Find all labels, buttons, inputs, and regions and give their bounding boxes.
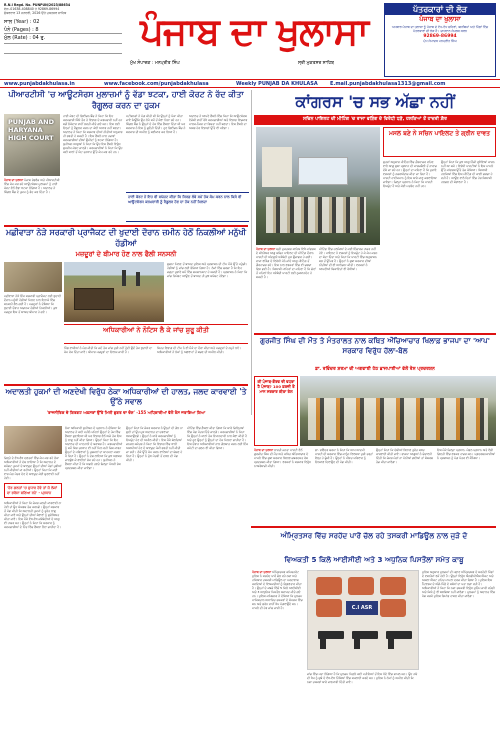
reporters-wanted-box xyxy=(384,3,496,77)
weekly-label: Weekly PUNJAB DA KHULASA xyxy=(236,81,318,87)
pages-label: ਪੰਨੇ (Pages) : 8 xyxy=(4,27,39,34)
story-machhiwara-headline: ਮਛੀਵਾੜਾ ਨੇੜੇ ਸਰਕਾਰੀ ਪ੍ਰਾਜੈਕਟ ਦੀ ਖੁਦਾਈ ਦੌਰਾਨ ਜ਼ਮੀਨ ਹੇਠੋਂ ਨਿਕਲੀਆਂ ਮਨੁੱਖੀ ਹੱਡੀਆਂ xyxy=(5,228,247,248)
story-amritsar-subheadline: ਵਿਅਕਤੀ 5 ਕਿਲੋ ਆਈਸੀਈ ਅਤੇ 3 ਅਧੁਨਿਕ ਪਿਸਤੌਲਾਂ ਸਮੇਤ ਕਾਬੂ xyxy=(284,555,464,564)
story-pertc-col1: ਪੰਜਾਬ ਦਾ ਖੁਲਾਸਾ ਪੰਜਾਬ ਰੋਡਵੇਜ਼ ਅਤੇ ਪੀਆਰਟੀਸੀ ਵਿੱਚ ਕੰਮ ਕਰ ਰਹੇ ਆਊਟਸੋਰਸ ਮੁਲਾਜ਼ਮਾਂ ਨੂੰ ਹਾਈ ਕੋਰਟ ਵੱਲੋਂ ਵੱਡਾ ਝਟਕਾ ਲੱਗਿਆ ਹੈ। ਅਦਾਲਤ ਨੇ ਸਿੰਗਲ ਬੈਂਚ ਦੇ ਹੁਕਮ ਨੂੰ ਰੱਦ ਕਰ ਦਿੱਤਾ ਹੈ। xyxy=(4,178,60,194)
story-machhiwara-col3: ਸੂਚਨਾ ਮਿਲਣ ਤੋਂ ਬਾਅਦ ਪੁਲਿਸ ਅਤੇ ਪ੍ਰਸ਼ਾਸਨ ਦੀ ਟੀਮ ਮੌਕੇ ਉੱਤੇ ਪਹੁੰਚੀ। ਹੱਡੀਆਂ ਨੂੰ ਜਾਂਚ ਲਈ ਭੇਜਿਆ ਗਿਆ ਹੈ। ਲੋਕਾਂ ਵਿੱਚ ਚਰਚਾ ਹੈ ਕਿ ਇਹ ਜਗ੍ਹਾ ਪੁਰਾਣੇ ਸਮੇਂ ਵਿੱਚ ਸ਼ਮਸ਼ਾਨਘਾਟ ਹੋ ਸਕਦੀ ਹੈ। ਪ੍ਰਸ਼ਾਸਨ ਨੇ ਕਿਹਾ ਕਿ ਜਾਂਚ ਰਿਪੋਰਟ ਆਉਣ ਤੋਂ ਬਾਅਦ ਹੀ ਕੁਝ ਸਪੱਸ਼ਟ ਹੋਵੇਗਾ। xyxy=(167,262,248,278)
story-congress-headline: ਕਾਂਗਰਸ 'ਚ ਸਭ ਅੱਛਾ ਨਹੀਂ xyxy=(295,92,455,111)
story-court-orders-box: 'ਹੋਰ ਗਲਤਾਂ 'ਚ ਸੁਧਾਰ ਹੋਵੇ ਤਾਂ ਜੋ ਲੋਕਾਂ ਦਾ ਭਰੋਸਾ ਬਣਿਆ ਰਹੇ' - ਪ੍ਰਧਾਨ xyxy=(4,483,62,498)
seized-items-photo xyxy=(307,570,419,670)
story-court-orders-quote: 'ਰਾਜਨੀਤਿਕ ਦੇ ਗਿਰਗਟ ਅਫ਼ਸਰਾਂ ਉੱਤੇ ਮਿਲੀ ਭੁਗਤ ਦਾ ਦੋਸ਼' -155 ਅਧਿਕਾਰੀਆਂ ਵੱਲੋਂ ਰੋਸ ਜਤਾਇਆ ਗਿਆ xyxy=(46,410,206,415)
story-amritsar-col2: ਜਾਂਚ ਵਿੱਚ ਪਤਾ ਲੱਗਿਆ ਹੈ ਕਿ ਮੁਲਜ਼ਮ ਪਿਛਲੇ ਕਈ ਮਹੀਨਿਆਂ ਤੋਂ ਇਸ ਧੰਦੇ ਵਿੱਚ ਸ਼ਾਮਲ ਸਨ। ਉਹ ਨਸ਼ੇ ਦੀ ਖੇਪ ਨੂੰ ਸੂਬੇ ਦੇ ਵੱਖ-ਵੱਖ ਹਿੱਸਿਆਂ ਵਿੱਚ ਸਪਲਾਈ ਕਰਦੇ ਸਨ। ਪੁਲਿਸ ਨੇ ਲੋਕਾਂ ਨੂੰ ਅਪੀਲ ਕੀਤੀ ਕਿ ਨਸ਼ਾ ਤਸਕਰਾਂ ਬਾਰੇ ਜਾਣਕਾਰੀ ਦਿੱਤੀ ਜਾਵੇ। xyxy=(307,672,418,684)
byline: ਪੰਜਾਬ ਦਾ ਖੁਲਾਸਾ xyxy=(4,178,24,182)
story-amritsar-col3: ਪੁਲਿਸ ਅਨੁਸਾਰ ਮੁਲਜ਼ਮਾਂ ਦੀ ਪਛਾਣ ਅੰਮ੍ਰਿਤਸਰ ਦੇ ਸਰਹੱਦੀ ਪਿੰਡਾਂ ਦੇ ਵਸਨੀਕਾਂ ਵਜੋਂ ਹੋਈ ਹੈ। ਉਨ੍ਹਾਂ ਵਿਰੁੱਧ ਐਨਡੀਪੀਐਸ ਐਕਟ ਅਤੇ ਅਸਲਾ ਐਕਟ ਤਹਿਤ ਮਾਮਲਾ ਦਰਜ ਕੀਤਾ ਗਿਆ ਹੈ। ਪੁਲਿਸ ਇਸ ਨੈੱਟਵਰਕ ਦੇ ਅੱਗੇ-ਪਿੱਛੇ ਦੇ ਸਬੰਧਾਂ ਦਾ ਪਤਾ ਲਗਾ ਰਹੀ ਹੈ। ਅਧਿਕਾਰੀਆਂ ਨੇ ਕਿਹਾ ਕਿ ਨਸ਼ਾ ਤਸਕਰੀ ਵਿਰੁੱਧ ਮੁਹਿੰਮ ਜਾਰੀ ਰਹੇਗੀ ਅਤੇ ਕਿਸੇ ਨੂੰ ਵੀ ਬਖ਼ਸ਼ਿਆ ਨਹੀਂ ਜਾਵੇਗਾ। ਮੁਲਜ਼ਮਾਂ ਨੂੰ ਅਦਾਲਤ ਵਿੱਚ ਪੇਸ਼ ਕਰਕੇ ਪੁਲਿਸ ਰਿਮਾਂਡ ਹਾਸਲ ਕੀਤਾ ਜਾਵੇਗਾ। xyxy=(422,570,496,598)
story-pertc-pullquote: ਹਾਈ ਕੋਰਟ ਨੇ ਇਹ ਵੀ ਸਪੱਸ਼ਟ ਕੀਤਾ ਕਿ ਸਿਰਫ਼ ਲੰਬੇ ਸਮੇਂ ਤੱਕ ਕੰਮ ਕਰਨ ਨਾਲ ਕਿਸੇ ਵੀ ਆਊਟਸੋਰਸ ਕਰਮਚਾਰੀ ਨੂੰ ਰੈਗੂਲਰ ਹੋਣ ਦਾ ਹੱਕ ਨਹੀਂ ਮਿਲਦਾ xyxy=(126,192,249,222)
official-portrait-photo xyxy=(4,426,62,454)
story-bjp-col2: ਡਾ. ਰਵਿੰਦਰ ਸ਼ਰਮਾ ਨੇ ਕਿਹਾ ਕਿ ਆਮ ਆਦਮੀ ਪਾਰਟੀ ਦੀ ਸਰਕਾਰ ਵਿੱਚ ਕਾਨੂੰਨ ਵਿਵਸਥਾ ਪੂਰੀ ਤਰ੍ਹਾਂ ਫੇਲ੍ਹ ਹੋ ਚੁੱਕੀ ਹੈ। ਉਨ੍ਹਾਂ ਨੇ ਪੀੜਤ ਪਰਿਵਾਰ ਨੂੰ ਇਨਸਾਫ਼ ਦਿਵਾਉਣ ਦੀ ਮੰਗ ਕੀਤੀ। xyxy=(315,448,373,464)
story-bjp-col1: ਪੰਜਾਬ ਦਾ ਖੁਲਾਸਾ ਭਾਰਤੀ ਜਨਤਾ ਪਾਰਟੀ ਵੱਲੋਂ ਗੁਰਜੀਤ ਸਿੰਘ ਦੀ ਮੌਤ ਅਤੇ ਕਥਿਤ ਅੱਤਿਆਚਾਰ ਦੇ ਮਾਮਲੇ ਵਿੱਚ ਸੂਬਾ ਸਰਕਾਰ ਖ਼ਿਲਾਫ਼ ਜ਼ਬਰਦਸਤ ਰੋਸ ਪ੍ਰਦਰਸ਼ਨ ਕੀਤਾ ਗਿਆ। ਵਰਕਰਾਂ ਨੇ ਸਰਕਾਰ ਵਿਰੁੱਧ ਨਾਅਰੇਬਾਜ਼ੀ ਕੀਤੀ। xyxy=(254,448,311,468)
issue-date: ਸ਼ੁੱਕਰਵਾਰ 13 ਜਨਵਰੀ, 2026 ਉਤੇ ਮੁਕਤਸਰ ਸਾਹਿਬ xyxy=(4,11,67,16)
story-court-orders-col3: ਉਨ੍ਹਾਂ ਕਿਹਾ ਕਿ ਜੇਕਰ ਸਰਕਾਰ ਨੇ ਉਨ੍ਹਾਂ ਦੀ ਗੱਲ ਨਾ ਸੁਣੀ ਤਾਂ ਉਹ ਮੁੜ ਅਦਾਲਤ ਦਾ ਦਰਵਾਜ਼ਾ ਖੜਕਾਉਣਗੇ। ਉਨ੍ਹਾਂ ਨੇ ਸਾਰੇ ਕਰਮਚਾਰੀਆਂ ਨੂੰ ਇਕਜੁੱਟ ਹੋਣ ਦੀ ਅਪੀਲ ਕੀਤੀ। ਇਸ ਮੌਕੇ ਬੋਲਦਿਆਂ ਜਨਰਲ ਸਕੱਤਰ ਨੇ ਕਿਹਾ ਕਿ ਵਿਭਾਗ ਵਿੱਚ ਖਾਲੀ ਅਸਾਮੀਆਂ ਹੋਣ ਦੇ ਬਾਵਜੂਦ ਪੱਕੀ ਭਰਤੀ ਨਹੀਂ ਕੀਤੀ ਜਾ ਰਹੀ। ਠੇਕੇ ਉੱਤੇ ਕੰਮ ਕਰਨ ਵਾਲਿਆਂ ਦਾ ਸ਼ੋਸ਼ਣ ਹੋ ਰਿਹਾ ਹੈ। ਉਨ੍ਹਾਂ ਨੇ ਮੁੱਖ ਮੰਤਰੀ ਤੋਂ ਦਖ਼ਲ ਦੀ ਮੰਗ ਕੀਤੀ। xyxy=(126,426,183,462)
story-congress-col2: ਮੀਟਿੰਗ ਵਿੱਚ ਹਲਕਿਆਂ ਦੇ ਕਈ ਇੰਚਾਰਜ ਹਾਜ਼ਰ ਨਹੀਂ ਹੋਏ। ਪਾਇਲਟ ਨੇ ਵਰਕਰਾਂ ਨੂੰ ਇਕਜੁੱਟ ਹੋ ਕੇ ਕੰਮ ਕਰਨ ਦਾ ਸੱਦਾ ਦਿੱਤਾ ਅਤੇ ਕਿਹਾ ਕਿ ਪਾਰਟੀ ਵਿੱਚ ਅਨੁਸ਼ਾਸਨ ਸਭ ਤੋਂ ਉੱਪਰ ਹੈ। ਉਨ੍ਹਾਂ ਨੇ ਸੂਬਾ ਸਰਕਾਰ ਦੀਆਂ ਨੀਤੀਆਂ ਦੀ ਵੀ ਆਲੋਚਨਾ ਕੀਤੀ। ਵਰਕਰਾਂ ਨੇ ਆਪਣੀਆਂ ਸ਼ਿਕਾਇਤਾਂ ਵੀ ਰੱਖੀਆਂ। xyxy=(319,247,378,271)
story-court-orders-col1: ਜ਼ਿਲ੍ਹੇ ਦੇ ਵੱਖ-ਵੱਖ ਦਫ਼ਤਰਾਂ ਵਿੱਚ ਕੰਮ ਕਰ ਰਹੇ ਠੇਕਾ ਅਧਿਕਾਰੀਆਂ ਨੇ ਦੋਸ਼ ਲਾਇਆ ਹੈ ਕਿ ਅਦਾਲਤ ਦੇ ਸਪੱਸ਼ਟ ਹੁਕਮਾਂ ਦੇ ਬਾਵਜੂਦ ਉਨ੍ਹਾਂ ਦੀਆਂ ਮੰਗਾਂ ਪੂਰੀਆਂ ਨਹੀਂ ਕੀਤੀਆਂ ਜਾ ਰਹੀਆਂ। ਉਨ੍ਹਾਂ ਕਿਹਾ ਕਿ ਕਈ ਵਾਰ ਮੰਗ ਪੱਤਰ ਦੇਣ ਦੇ ਬਾਵਜੂਦ ਕੋਈ ਸੁਣਵਾਈ ਨਹੀਂ ਹੋਈ। 'ਹੋਰ ਗਲਤਾਂ 'ਚ ਸੁਧਾਰ ਹੋਵੇ ਤਾਂ ਜੋ ਲੋਕਾਂ ਦਾ ਭਰੋਸਾ ਬਣਿਆ ਰਹੇ' - ਪ੍ਰਧਾਨ ਅਧਿਕਾਰੀਆਂ ਨੇ ਕਿਹਾ ਕਿ ਜੇਕਰ ਜਲਦੀ ਕਾਰਵਾਈ ਨਾ ਹੋਈ ਤਾਂ ਉਹ ਸੰਘਰਸ਼ ਤੇਜ਼ ਕਰਨਗੇ। ਉਨ੍ਹਾਂ ਸਰਕਾਰ ਤੋਂ ਮੰਗ ਕੀਤੀ ਕਿ ਅਦਾਲਤੀ ਹੁਕਮਾਂ ਨੂੰ ਤੁਰੰਤ ਲਾਗੂ ਕੀਤਾ ਜਾਵੇ ਅਤੇ ਉਨ੍ਹਾਂ ਦੀਆਂ ਸੇਵਾਵਾਂ ਨੂੰ ਸੁਰੱਖਿਅਤ ਕੀਤਾ ਜਾਵੇ। ਇਸ ਮੌਕੇ ਵੱਖ-ਵੱਖ ਜਥੇਬੰਦੀਆਂ ਦੇ ਆਗੂ ਵੀ ਹਾਜ਼ਰ ਸਨ। ਉਨ੍ਹਾਂ ਨੇ ਕਿਹਾ ਕਿ ਸਰਕਾਰ ਨੂੰ ਕਰਮਚਾਰੀਆਂ ਦੇ ਹਿੱਤ ਵਿੱਚ ਫ਼ੈਸਲਾ ਲੈਣਾ ਚਾਹੀਦਾ ਹੈ। xyxy=(4,426,62,746)
machhiwara-thumb-photo xyxy=(4,262,62,292)
high-court-photo xyxy=(4,114,60,176)
byline: ਪੰਜਾਬ ਦਾ ਖੁਲਾਸਾ xyxy=(256,247,276,251)
story-bjp-col3: ਉਨ੍ਹਾਂ ਕਿਹਾ ਕਿ ਦੋਸ਼ੀਆਂ ਖ਼ਿਲਾਫ਼ ਤੁਰੰਤ ਸਖ਼ਤ ਕਾਰਵਾਈ ਕੀਤੀ ਜਾਵੇ। ਭਾਜਪਾ ਆਗੂਆਂ ਨੇ ਚੇਤਾਵਨੀ ਦਿੱਤੀ ਕਿ ਜੇਕਰ ਮੰਗਾਂ ਨਾ ਮੰਨੀਆਂ ਗਈਆਂ ਤਾਂ ਸੰਘਰਸ਼ ਤੇਜ਼ ਕੀਤਾ ਜਾਵੇਗਾ। xyxy=(376,448,433,464)
police-sign: C.I ASR xyxy=(346,601,378,615)
newspaper-title: ਪੰਜਾਬ ਦਾ ਖੁਲਾਸਾ xyxy=(140,10,368,53)
promo-footer: ਮੁੱਖ ਸੰਪਾਦਕ ਮਨਪ੍ਰੀਤ ਸਿੰਘ xyxy=(423,39,457,44)
year-label: ਸਾਲ (Year) : 02 xyxy=(4,19,40,26)
story-congress-subheadline: ਸਚਿਨ ਪਾਇਲਟ ਦੀ ਮੀਟਿੰਗ 'ਚ ਰਾਜਾ ਵੜਿੰਗ ਦੇ ਵਿਰੋਧੀ ਧੜੇ, ਹਲਕਿਆਂ ਤੋਂ ਹਾਜ਼ਰੀ ਗ਼ੈਰ xyxy=(254,115,496,125)
story-congress-col4: ਉਨ੍ਹਾਂ ਕਿਹਾ ਕਿ ਕੁਝ ਆਗੂ ਨਿੱਜੀ ਰੁਝੇਵਿਆਂ ਕਾਰਨ ਨਹੀਂ ਆ ਸਕੇ। ਵਿਰੋਧੀ ਪਾਰਟੀਆਂ ਨੇ ਇਸ ਮਾਮਲੇ ਉੱਤੇ ਕਾਂਗਰਸ ਉੱਤੇ ਤੰਜ ਕੱਸਿਆ। ਸਿਆਸੀ ਹਲਕਿਆਂ ਵਿੱਚ ਇਸ ਮੀਟਿੰਗ ਦੀ ਕਾਫ਼ੀ ਚਰਚਾ ਹੋ ਰਹੀ ਹੈ। ਆਉਣ ਵਾਲੇ ਦਿਨਾਂ ਵਿੱਚ ਹੋਰ ਸਿਆਸੀ ਹਲਚਲ ਦੀ ਸੰਭਾਵਨਾ ਹੈ। xyxy=(441,160,495,184)
phone-number: ਫੋਨ:-01638-408840 ਤੇ 92869-86994 xyxy=(4,7,60,12)
facebook-link[interactable]: www.facebook.com/punjabdakhulasa xyxy=(104,81,209,87)
story-machhiwara-col4: ਪਿੰਡ ਵਾਸੀਆਂ ਨੇ ਮੰਗ ਕੀਤੀ ਕਿ ਜਦੋਂ ਤੱਕ ਜਾਂਚ ਪੂਰੀ ਨਹੀਂ ਹੁੰਦੀ ਉਦੋਂ ਤੱਕ ਖੁਦਾਈ ਦਾ ਕੰਮ ਰੋਕ ਦਿੱਤਾ ਜਾਵੇ। ਬੀਮਾਰ ਮਜ਼ਦੂਰਾਂ ਦਾ ਇਲਾਜ ਜਾਰੀ ਹੈ। xyxy=(64,346,153,354)
story-pertc-headline: ਪੀਆਰਟੀਸੀ 'ਚ ਆਊਟਸੋਰਸ ਮੁਲਾਜ਼ਮਾਂ ਨੂੰ ਵੱਡਾ ਝਟਕਾ, ਹਾਈ ਕੋਰਟ ਨੇ ਰੱਦ ਕੀਤਾ ਰੈਗੂਲਰ ਕਰਨ ਦਾ ਹੁਕਮ xyxy=(8,90,244,110)
story-bjp-subheadline: ਡਾ. ਰਵਿੰਦਰ ਸ਼ਰਮਾ ਦੀ ਅਗਵਾਈ ਹੇਠ ਭਾਜਪਾਈਆਂ ਵੱਲੋਂ ਰੋਸ ਪ੍ਰਦਰਸ਼ਨ xyxy=(315,367,435,372)
congress-meeting-photo xyxy=(256,127,380,245)
chief-editor-line: ਮੁੱਖ ਸੰਪਾਦਕ : ਮਨਪ੍ਰੀਤ ਸਿੰਘ xyxy=(130,61,180,66)
story-machhiwara-subheadline: ਮਜ਼ਦੂਰਾਂ ਦੇ ਬੀਮਾਰ ਹੋਣ ਨਾਲ ਫੈਲੀ ਸਨਸਨੀ xyxy=(75,250,177,258)
bjp-protest-photo xyxy=(300,376,496,446)
story-congress-col1: ਪੰਜਾਬ ਦਾ ਖੁਲਾਸਾ ਸ੍ਰੀ ਮੁਕਤਸਰ ਸਾਹਿਬ ਵਿਖੇ ਕਾਂਗਰਸ ਦੇ ਸੀਨੀਅਰ ਆਗੂ ਸਚਿਨ ਪਾਇਲਟ ਦੀ ਮੀਟਿੰਗ ਦੌਰਾਨ ਪਾਰਟੀ ਦੀ ਅੰਦਰੂਨੀ ਧੜੇਬੰਦੀ ਮੁੜ ਉਜਾਗਰ ਹੋ ਗਈ। ਰਾਜਾ ਵੜਿੰਗ ਦੇ ਵਿਰੋਧੀ ਮੰਨੇ ਜਾਂਦੇ ਆਗੂ ਮੀਟਿੰਗ ਤੋਂ ਗ਼ੈਰਹਾਜ਼ਰ ਰਹੇ। ਇਸ ਨਾਲ ਵਰਕਰਾਂ ਵਿੱਚ ਵੀ ਚਰਚਾ ਛਿੜ ਗਈ ਹੈ। ਸਿਆਸੀ ਮਾਹਿਰਾਂ ਦਾ ਕਹਿਣਾ ਹੈ ਕਿ ਚੋਣਾਂ ਤੋਂ ਪਹਿਲਾਂ ਇਹ ਧੜੇਬੰਦੀ ਪਾਰਟੀ ਲਈ ਨੁਕਸਾਨਦੇਹ ਹੋ ਸਕਦੀ ਹੈ। xyxy=(256,247,316,279)
publication-place: ਸ੍ਰੀ ਮੁਕਤਸਰ ਸਾਹਿਬ xyxy=(297,61,334,66)
high-court-sign-text: PUNJAB AND HARYANA HIGH COURT xyxy=(8,118,55,142)
story-machhiwara-col5: ਸਿਹਤ ਵਿਭਾਗ ਦੀ ਟੀਮ ਨੇ ਵੀ ਮੌਕੇ ਦਾ ਦੌਰਾ ਕੀਤਾ ਅਤੇ ਮਜ਼ਦੂਰਾਂ ਦੇ ਨਮੂਨੇ ਲਏ। ਅਧਿਕਾਰੀਆਂ ਨੇ ਲੋਕਾਂ ਨੂੰ ਅਫ਼ਵਾਹਾਂ ਤੋਂ ਬਚਣ ਦੀ ਅਪੀਲ ਕੀਤੀ। xyxy=(157,346,242,354)
story-amritsar-col1: ਪੰਜਾਬ ਦਾ ਖੁਲਾਸਾ ਅੰਮ੍ਰਿਤਸਰ ਕਮਿਸ਼ਨਰੇਟ ਪੁਲਿਸ ਨੇ ਸਰਹੱਦ ਪਾਰੋਂ ਚੱਲ ਰਹੇ ਨਸ਼ਾ ਅਤੇ ਹਥਿਆਰ ਤਸਕਰੀ ਮਾਡਿਊਲ ਦਾ ਪਰਦਾਫਾਸ਼ ਕਰਦਿਆਂ ਦੋ ਵਿਅਕਤੀਆਂ ਨੂੰ ਗ੍ਰਿਫ਼ਤਾਰ ਕੀਤਾ ਹੈ। ਉਨ੍ਹਾਂ ਦੇ ਕਬਜ਼ੇ ਵਿੱਚੋਂ 5 ਕਿਲੋ ਆਈਸੀਈ ਅਤੇ 3 ਆਧੁਨਿਕ ਪਿਸਤੌਲ ਬਰਾਮਦ ਕੀਤੇ ਗਏ ਹਨ। ਪੁਲਿਸ ਕਮਿਸ਼ਨਰ ਨੇ ਦੱਸਿਆ ਕਿ ਮੁਲਜ਼ਮ ਪਾਕਿਸਤਾਨ ਅਧਾਰਿਤ ਤਸਕਰਾਂ ਦੇ ਸੰਪਰਕ ਵਿੱਚ ਸਨ ਅਤੇ ਡਰੋਨ ਰਾਹੀਂ ਖੇਪ ਮੰਗਵਾਉਂਦੇ ਸਨ। ਮਾਮਲੇ ਦੀ ਹੋਰ ਜਾਂਚ ਜਾਰੀ ਹੈ। xyxy=(252,570,303,610)
excavation-site-photo xyxy=(64,262,164,322)
story-amritsar-headline: ਅੰਮ੍ਰਿਤਸਰ ਵਿੱਚ ਸਰਹੱਦ ਪਾਰੋਂ ਚੱਲ ਰਹੇ ਤਸਕਰੀ ਮਾਡਿਊਲ ਨਾਲ ਜੁੜੇ ਦੋ xyxy=(280,531,468,540)
story-court-orders-headline: ਅਦਾਲਤੀ ਹੁਕਮਾਂ ਦੀ ਅਣਦੇਖੀ ਵਿਰੁੱਧ ਠੇਕਾ ਅਧਿਕਾਰੀਆਂ ਦੀ ਹਾਲਤ, ਜਲਦ ਕਾਰਵਾਈ 'ਤੇ ਉੱਠੇ ਸਵਾਲ xyxy=(5,387,247,406)
story-machhiwara-col1: ਮਛੀਵਾੜਾ ਨੇੜੇ ਇੱਕ ਸਰਕਾਰੀ ਪ੍ਰਾਜੈਕਟ ਲਈ ਖੁਦਾਈ ਦੌਰਾਨ ਮਨੁੱਖੀ ਹੱਡੀਆਂ ਮਿਲਣ ਨਾਲ ਇਲਾਕੇ ਵਿੱਚ ਸਨਸਨੀ ਫੈਲ ਗਈ ਹੈ। ਮਜ਼ਦੂਰਾਂ ਨੇ ਦੱਸਿਆ ਕਿ ਖੁਦਾਈ ਦੌਰਾਨ ਅਚਾਨਕ ਹੱਡੀਆਂ ਨਿਕਲੀਆਂ। ਕੁਝ ਮਜ਼ਦੂਰ ਇਸ ਤੋਂ ਬਾਅਦ ਬੀਮਾਰ ਹੋ ਗਏ। xyxy=(4,262,62,382)
promo-subtitle: ਪੰਜਾਬ ਦਾ ਖੁਲਾਸਾ xyxy=(419,15,461,23)
story-bjp-box: ਕੀ ਪੰਜਾਬ-ਗੌਰਵ ਦੀ ਵਧਤਾ ਹੈ ਪੰਜਾਬ? 100 ਫ਼ਰਜ਼ੀ ਤੋਂ ਮਾਨ ਸਰਕਾਰ ਕੀਤਾ ਤੇਲ xyxy=(254,376,298,446)
byline: ਪੰਜਾਬ ਦਾ ਖੁਲਾਸਾ xyxy=(254,448,274,452)
story-machhiwara-callout: ਅਧਿਕਾਰੀਆਂ ਨੇ ਨੋਟਿਸ ਲੈ ਕੇ ਜਾਂਚ ਸ਼ੁਰੂ ਕੀਤੀ xyxy=(64,324,248,344)
story-court-orders-col4: ਮੀਟਿੰਗ ਵਿੱਚ ਫ਼ੈਸਲਾ ਕੀਤਾ ਗਿਆ ਕਿ ਸਾਰੇ ਜ਼ਿਲ੍ਹਿਆਂ ਵਿੱਚ ਮੰਗ ਪੱਤਰ ਦਿੱਤੇ ਜਾਣਗੇ। ਕਰਮਚਾਰੀਆਂ ਨੇ ਕਿਹਾ ਕਿ ਉਨ੍ਹਾਂ ਨੇ ਸਾਲਾਂ ਤੱਕ ਇਮਾਨਦਾਰੀ ਨਾਲ ਸੇਵਾ ਕੀਤੀ ਹੈ ਅਤੇ ਹੁਣ ਉਨ੍ਹਾਂ ਨੂੰ ਉਨ੍ਹਾਂ ਦਾ ਹੱਕ ਮਿਲਣਾ ਚਾਹੀਦਾ ਹੈ। ਇਸ ਦੌਰਾਨ ਅਧਿਕਾਰੀਆਂ ਨਾਲ ਗੱਲਬਾਤ ਕਰਨ ਲਈ ਇੱਕ ਕਮੇਟੀ ਦਾ ਗਠਨ ਵੀ ਕੀਤਾ ਗਿਆ। xyxy=(187,426,248,450)
byline: ਪੰਜਾਬ ਦਾ ਖੁਲਾਸਾ xyxy=(252,570,272,574)
story-pertc-col3: ਪਟੀਸ਼ਨਰਾਂ ਨੇ ਮੰਗ ਕੀਤੀ ਸੀ ਕਿ ਉਨ੍ਹਾਂ ਨੂੰ ਪੱਕਾ ਕੀਤਾ ਜਾਵੇ ਕਿਉਂਕਿ ਉਹ ਲੰਮੇ ਸਮੇਂ ਤੋਂ ਸੇਵਾ ਨਿਭਾ ਰਹੇ ਹਨ। ਸਿੰਗਲ ਬੈਂਚ ਨੇ ਉਨ੍ਹਾਂ ਦੇ ਹੱਕ ਵਿੱਚ ਫ਼ੈਸਲਾ ਦਿੱਤਾ ਸੀ ਪਰ ਸਰਕਾਰ ਨੇ ਇਸ ਨੂੰ ਚੁਣੌਤੀ ਦਿੱਤੀ। ਹੁਣ ਡਿਵੀਜ਼ਨ ਬੈਂਚ ਨੇ ਸਰਕਾਰ ਦੀ ਅਪੀਲ ਨੂੰ ਸਵੀਕਾਰ ਕਰ ਲਿਆ ਹੈ। xyxy=(126,114,186,134)
promo-body: ਅਖਬਾਰ ਪੰਜਾਬ ਦਾ ਖੁਲਾਸਾ ਨੂੰ ਪੰਜਾਬ ਦੇ ਵੱਖ-ਵੱਖ ਸ਼ਹਿਰਾਂ, ਕਸਬਿਆਂ ਅਤੇ ਪਿੰਡਾਂ ਵਿੱਚ ਪੱਤਰਕਾਰਾਂ ਦੀ ਲੋੜ ਹੈ। ਚਾਹਵਾਨ ਸੰਪਰਕ ਕਰਨ xyxy=(391,25,489,34)
rni-number: R.N.I Regd. No. PUNPUN/2023/88634 xyxy=(4,3,71,7)
story-court-orders-col2: ਠੇਕਾ ਅਧਿਕਾਰੀ ਯੂਨੀਅਨ ਦੇ ਪ੍ਰਧਾਨ ਨੇ ਦੱਸਿਆ ਕਿ ਅਦਾਲਤ ਨੇ ਕਈ ਮਹੀਨੇ ਪਹਿਲਾਂ ਉਨ੍ਹਾਂ ਦੇ ਹੱਕ ਵਿੱਚ ਫ਼ੈਸਲਾ ਸੁਣਾਇਆ ਸੀ ਪਰ ਵਿਭਾਗ ਵੱਲੋਂ ਅਜੇ ਤੱਕ ਇਸ ਨੂੰ ਲਾਗੂ ਨਹੀਂ ਕੀਤਾ ਗਿਆ। ਉਨ੍ਹਾਂ ਕਿਹਾ ਕਿ ਇਹ ਅਦਾਲਤ ਦੀ ਮਾਣਹਾਨੀ ਦੇ ਬਰਾਬਰ ਹੈ। ਕਰਮਚਾਰੀਆਂ ਨੂੰ ਸਮੇਂ ਸਿਰ ਤਨਖਾਹ ਵੀ ਨਹੀਂ ਮਿਲ ਰਹੀ ਜਿਸ ਕਾਰਨ ਉਨ੍ਹਾਂ ਦੇ ਪਰਿਵਾਰਾਂ ਨੂੰ ਮੁਸ਼ਕਲਾਂ ਦਾ ਸਾਹਮਣਾ ਕਰਨਾ ਪੈ ਰਿਹਾ ਹੈ। ਉਨ੍ਹਾਂ ਨੇ ਦੋਸ਼ ਲਾਇਆ ਕਿ ਕੁਝ ਅਫ਼ਸਰ ਜਾਣਬੁੱਝ ਕੇ ਫਾਈਲਾਂ ਰੋਕ ਰਹੇ ਹਨ। ਯੂਨੀਅਨ ਨੇ ਫ਼ੈਸਲਾ ਕੀਤਾ ਹੈ ਕਿ ਅਗਲੇ ਹਫ਼ਤੇ ਜ਼ਿਲ੍ਹਾ ਪੱਧਰੀ ਰੋਸ ਪ੍ਰਦਰਸ਼ਨ ਕੀਤਾ ਜਾਵੇਗਾ। xyxy=(65,426,123,470)
contact-bar xyxy=(0,79,500,88)
story-pertc-col2: ਹਾਈ ਕੋਰਟ ਦੀ ਡਿਵੀਜ਼ਨ ਬੈਂਚ ਨੇ ਕਿਹਾ ਕਿ ਇਹ ਕਰਮਚਾਰੀ ਸਿੱਧੇ ਤੌਰ ਤੇ ਵਿਭਾਗ ਦੇ ਕਰਮਚਾਰੀ ਨਹੀਂ ਹਨ ਸਗੋਂ ਠੇਕੇਦਾਰ ਰਾਹੀਂ ਭਰਤੀ ਕੀਤੇ ਗਏ ਸਨ। ਇਸ ਲਈ ਇਨ੍ਹਾਂ ਨੂੰ ਰੈਗੂਲਰ ਕਰਨ ਦਾ ਕੋਈ ਅਧਾਰ ਨਹੀਂ ਬਣਦਾ। ਅਦਾਲਤ ਨੇ ਕਿਹਾ ਕਿ ਸਰਕਾਰ ਦੀਆਂ ਨੀਤੀਆਂ ਅਨੁਸਾਰ ਹੀ ਭਰਤੀ ਹੋ ਸਕਦੀ ਹੈ। ਇਸ ਫ਼ੈਸਲੇ ਨਾਲ ਹਜ਼ਾਰਾਂ ਕਰਮਚਾਰੀਆਂ ਦੀਆਂ ਉਮੀਦਾਂ ਨੂੰ ਝਟਕਾ ਲੱਗਿਆ ਹੈ। ਯੂਨੀਅਨ ਆਗੂਆਂ ਨੇ ਕਿਹਾ ਕਿ ਉਹ ਇਸ ਫ਼ੈਸਲੇ ਵਿਰੁੱਧ ਸੁਪਰੀਮ ਕੋਰਟ ਜਾਣਗੇ। ਕਰਮਚਾਰੀਆਂ ਨੇ ਕਿਹਾ ਕਿ ਉਹ ਕਈ ਸਾਲਾਂ ਤੋਂ ਘੱਟ ਤਨਖਾਹ ਉੱਤੇ ਕੰਮ ਕਰ ਰਹੇ ਹਨ। xyxy=(63,114,123,154)
price-label: ਮੁੱਲ (Rate) : 04 ਰੁ. xyxy=(4,35,46,42)
masthead-left-info xyxy=(4,3,122,77)
story-congress-box: ਮਸਲ ਬਣੇ ਨੇ ਸਚਿਨ ਪਾਇਲਟ ਤੇ ਗ੍ਰੀਨ ਦਾਵਤ xyxy=(383,127,496,157)
story-bjp-headline: ਗੁਰਜੀਤ ਸਿੰਘ ਦੀ ਮੌਤ ਤੇ ਮੰਤਰਾਲਤ ਨਾਲ ਕਥਿਤ ਔਚਿਆਚਾਰ ਖਿਲਾਫ਼ ਭਾਜਪਾ ਦਾ 'ਆਪ' ਸਰਕਾਰ ਵਿਰੁੱਧ ਹੱਲਾ-ਬੋਲ xyxy=(260,336,490,355)
story-bjp-col4: ਇਸ ਮੌਕੇ ਜ਼ਿਲ੍ਹਾ ਪ੍ਰਧਾਨ, ਮੰਡਲ ਪ੍ਰਧਾਨ ਅਤੇ ਵੱਡੀ ਗਿਣਤੀ ਵਿੱਚ ਵਰਕਰ ਹਾਜ਼ਰ ਸਨ। ਪ੍ਰਦਰਸ਼ਨਕਾਰੀਆਂ ਨੇ ਪ੍ਰਸ਼ਾਸਨ ਨੂੰ ਮੰਗ ਪੱਤਰ ਵੀ ਸੌਂਪਿਆ। xyxy=(437,448,495,460)
email-link[interactable]: E.mail.punjabdakhulasa1313@gmail.com xyxy=(330,81,446,87)
promo-phone: 92869-86994 xyxy=(423,34,457,40)
story-congress-col3: ਸੂਤਰਾਂ ਅਨੁਸਾਰ ਮੀਟਿੰਗ ਵਿੱਚ ਗ਼ੈਰਹਾਜ਼ਰ ਰਹਿਣ ਵਾਲੇ ਆਗੂ ਸੂਬਾ ਪ੍ਰਧਾਨ ਦੀ ਕਾਰਜਸ਼ੈਲੀ ਤੋਂ ਨਾਰਾਜ਼ ਦੱਸੇ ਜਾ ਰਹੇ ਹਨ। ਉਨ੍ਹਾਂ ਦਾ ਕਹਿਣਾ ਹੈ ਕਿ ਪੁਰਾਣੇ ਵਰਕਰਾਂ ਨੂੰ ਨਜ਼ਰਅੰਦਾਜ਼ ਕੀਤਾ ਜਾ ਰਿਹਾ ਹੈ। ਪਾਰਟੀ ਹਾਈਕਮਾਨ ਨੂੰ ਇਸ ਬਾਰੇ ਜਾਣੂ ਕਰਵਾਇਆ ਜਾਵੇਗਾ। ਜ਼ਿਲ੍ਹਾ ਪ੍ਰਧਾਨ ਨੇ ਕਿਹਾ ਕਿ ਪਾਰਟੀ ਇਕਜੁੱਟ ਹੈ ਅਤੇ ਕੋਈ ਮਤਭੇਦ ਨਹੀਂ ਹਨ। xyxy=(383,160,437,188)
website-link[interactable]: www.punjabdakhulasa.in xyxy=(4,81,75,87)
story-pertc-col4: ਅਦਾਲਤ ਨੇ ਆਪਣੇ ਫ਼ੈਸਲੇ ਵਿੱਚ ਕਿਹਾ ਕਿ ਆਊਟਸੋਰਸ ਏਜੰਸੀ ਰਾਹੀਂ ਰੱਖੇ ਕਰਮਚਾਰੀਆਂ ਅਤੇ ਵਿਭਾਗ ਵਿਚਕਾਰ ਮਾਲਕ-ਨੌਕਰ ਦਾ ਰਿਸ਼ਤਾ ਨਹੀਂ ਬਣਦਾ। ਇਸ ਫ਼ੈਸਲੇ ਦਾ ਅਸਰ ਹੋਰ ਵਿਭਾਗਾਂ ਉੱਤੇ ਵੀ ਪਵੇਗਾ। xyxy=(189,114,248,130)
promo-title: ਪੱਤਰਕਾਰਾਂ ਦੀ ਲੋੜ xyxy=(385,4,495,15)
